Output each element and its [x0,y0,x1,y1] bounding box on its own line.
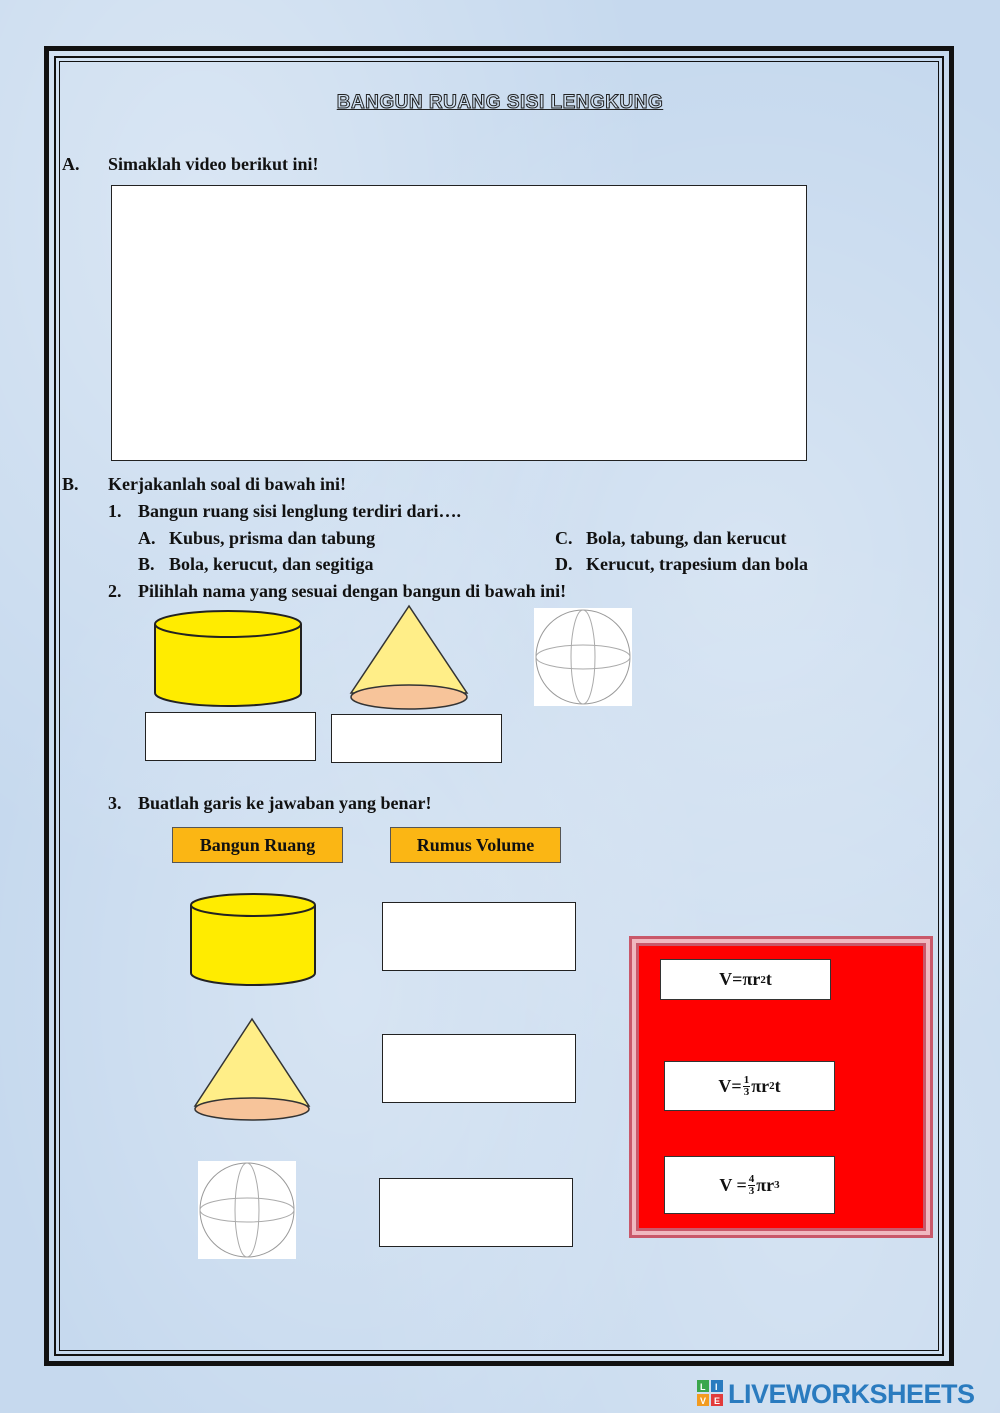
formula-sphere-exp: 3 [774,1179,780,1191]
svg-text:L: L [700,1382,706,1392]
q3-sphere-drop-box[interactable] [379,1178,573,1247]
formula-sphere[interactable] [664,1156,835,1214]
section-b-letter: B. [62,474,79,494]
option-b-label[interactable]: B. [138,554,155,574]
formula-sphere-pi: π [756,1174,767,1195]
section-a-instruction: Simaklah video berikut ini! [108,154,319,174]
formula-sphere-numerator: 4 [748,1172,755,1185]
rumus-volume-header: Rumus Volume [390,827,561,863]
q3-sphere-image [198,1161,296,1259]
option-d-label[interactable]: D. [555,554,573,574]
svg-text:V: V [700,1396,707,1406]
q3-cone-image [192,1016,312,1122]
option-c-text[interactable]: Bola, tabung, dan kerucut [586,528,787,548]
section-a-letter: A. [62,154,80,174]
formula-sphere-prefix: V = [719,1174,747,1195]
formula-cone-prefix: V= [718,1075,742,1096]
page-title: BANGUN RUANG SISI LENGKUNG [336,92,664,113]
formula-cone-denominator: 3 [743,1085,750,1098]
q3-cylinder-drop-box[interactable] [382,902,576,971]
option-d-text[interactable]: Kerucut, trapesium dan bola [586,554,809,574]
liveworksheets-logo-text: LIVEWORKSHEETS [728,1378,975,1409]
liveworksheets-logo-icon [697,1380,725,1408]
formula-cylinder-exp: 2 [760,973,766,986]
formula-cylinder[interactable] [660,959,831,1000]
bangun-ruang-header: Bangun Ruang [172,827,343,863]
formula-sphere-fraction [748,1174,756,1197]
question-3-number: 3. [108,793,122,813]
formula-sphere-var: r [766,1174,775,1195]
formula-cylinder-suffix: t [765,969,772,989]
formula-cone-suffix: t [774,1075,781,1096]
q2-cylinder-answer-box[interactable] [145,712,316,761]
formula-cone-fraction [743,1075,751,1098]
cylinder-image [153,609,303,709]
option-b-text[interactable]: Bola, kerucut, dan segitiga [169,554,374,574]
q3-cone-drop-box[interactable] [382,1034,576,1103]
formula-cylinder-pi: π [742,969,753,989]
option-c-label[interactable]: C. [555,528,573,548]
cone-image [348,603,470,711]
formula-sphere-denominator: 3 [748,1184,755,1197]
sphere-image [534,608,632,706]
liveworksheets-logo[interactable] [697,1378,975,1410]
formula-cone-pi: π [751,1075,762,1096]
formula-cylinder-var: r [752,969,761,989]
svg-text:I: I [715,1382,718,1392]
formula-cone-exp: 2 [769,1080,775,1092]
video-frame[interactable] [111,185,807,461]
question-2-number: 2. [108,581,122,601]
svg-text:E: E [714,1396,721,1406]
section-b-instruction: Kerjakanlah soal di bawah ini! [108,474,347,494]
option-a-text[interactable]: Kubus, prisma dan tabung [169,528,376,548]
question-3-text: Buatlah garis ke jawaban yang benar! [138,793,432,813]
question-2-text: Pilihlah nama yang sesuai dengan bangun di bawah ini! [138,581,567,601]
question-1-text: Bangun ruang sisi lenglung terdiri dari…. [138,501,462,521]
formula-cone-var: r [761,1075,770,1096]
q3-cylinder-image [189,892,317,988]
formula-cylinder-prefix: V= [719,969,743,989]
option-a-label[interactable]: A. [138,528,156,548]
formula-cone-numerator: 1 [743,1073,750,1086]
q2-cone-answer-box[interactable] [331,714,502,763]
question-1-number: 1. [108,501,122,521]
formula-cone[interactable] [664,1061,835,1111]
